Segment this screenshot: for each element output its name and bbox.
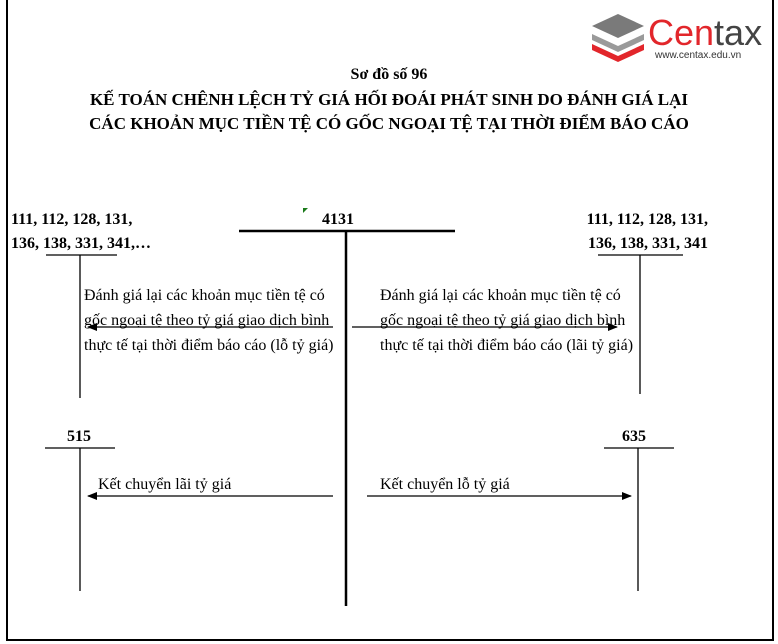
account-515: 515	[67, 428, 91, 445]
reval-gain-line: gốc ngoại tệ theo tỷ giá giao dịch bình	[380, 312, 626, 329]
transfer-loss-text: Kết chuyển lỗ tỷ giá	[380, 476, 510, 493]
title-line-1: KẾ TOÁN CHÊNH LỆCH TỶ GIÁ HỐI ĐOÁI PHÁT SINH DO ĐÁNH GIÁ LẠI	[89, 90, 689, 109]
account-4131: 4131	[322, 211, 354, 228]
reval-loss-line: Đánh giá lại các khoản mục tiền tệ có	[84, 287, 325, 304]
title-line-2: CÁC KHOẢN MỤC TIỀN TỆ CÓ GỐC NGOẠI TỆ TẠI THỜI ĐIỂM BÁO CÁO	[89, 114, 689, 133]
logo-brand-dark: tax	[714, 12, 763, 53]
reval-gain-line: thực tế tại thời điểm báo cáo (lãi tỷ giá)	[380, 337, 634, 354]
reval-loss-line: thực tế tại thời điểm báo cáo (lỗ tỷ giá)	[84, 337, 334, 354]
account-left-line1: 111, 112, 128, 131,	[11, 211, 133, 228]
reval-gain-text	[380, 283, 633, 358]
account-left-line2: 136, 138, 331, 341,…	[11, 235, 151, 252]
reval-gain-line: Đánh giá lại các khoản mục tiền tệ có	[380, 287, 621, 304]
transfer-gain-text: Kết chuyển lãi tỷ giá	[98, 476, 232, 493]
logo-url: www.centax.edu.vn	[655, 50, 742, 61]
account-635: 635	[622, 428, 646, 445]
account-right-line2: 136, 138, 331, 341	[588, 235, 708, 252]
reval-loss-line: gốc ngoại tệ theo tỷ giá giao dịch bình	[84, 312, 330, 329]
cell-comment-mark-icon	[303, 208, 308, 213]
diagram-number: Sơ đồ số 96	[350, 66, 428, 83]
logo-brand-red: Cen	[648, 12, 715, 53]
reval-loss-text	[84, 283, 334, 358]
account-right-line1: 111, 112, 128, 131,	[586, 211, 708, 228]
